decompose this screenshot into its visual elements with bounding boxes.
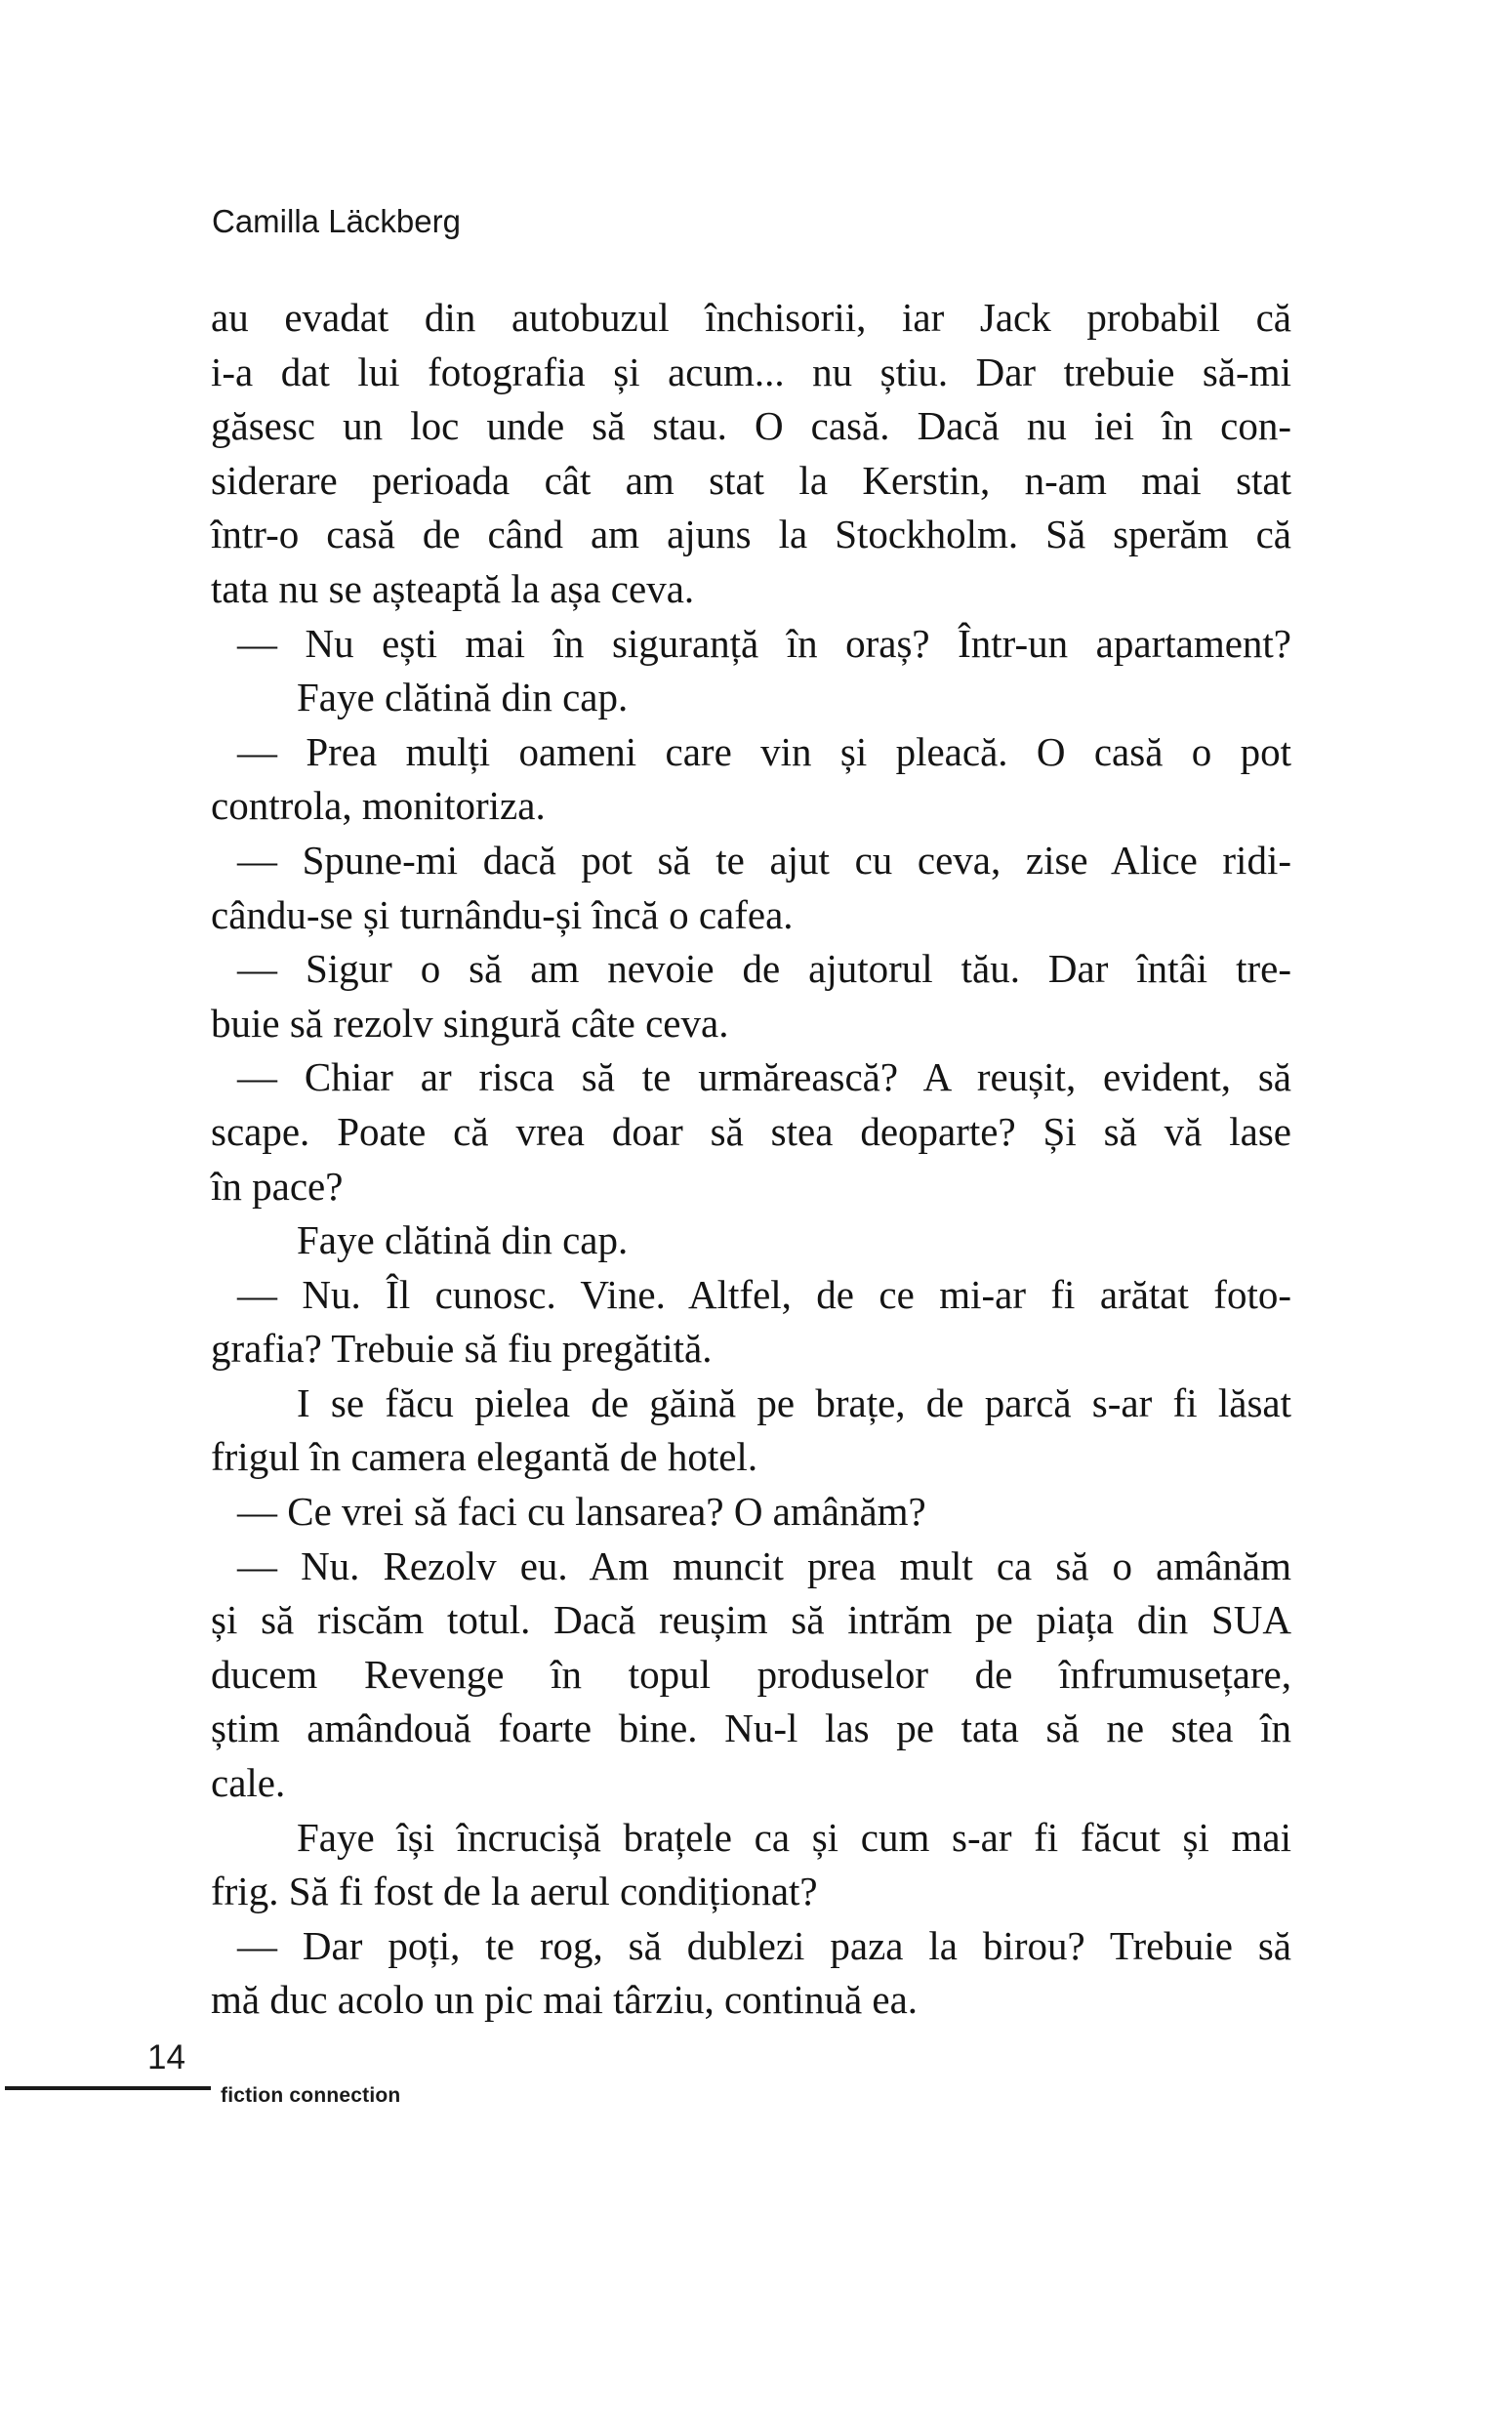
text-line: găsesc un loc unde să stau. O casă. Dacă nu iei în con- [211,403,1291,449]
text-line: știm amândouă foarte bine. Nu-l las pe tata să ne stea în [211,1706,1291,1751]
text-line: — Sigur o să am nevoie de ajutorul tău. Dar întâi tre- [237,946,1291,992]
text-line: — Dar poți, te rog, să dublezi paza la birou? Trebuie să [237,1922,1291,1968]
text-line: i-a dat lui fotografia și acum... nu știu. Dar trebuie să-mi [211,349,1291,394]
text-line: au evadat din autobuzul închisorii, iar Jack probabil că [211,295,1291,340]
text-line: scape. Poate că vrea doar să stea deoparte? Și să vă lase [211,1108,1291,1154]
text-line: — Ce vrei să faci cu lansarea? O amânăm? [237,1489,926,1535]
text-line: frig. Să fi fost de la aerul condiționat? [211,1869,818,1914]
text-line: controla, monitoriza. [211,783,546,829]
text-line: ducem Revenge în topul produselor de înfrumusețare, [211,1651,1291,1697]
footer-rule [5,2086,211,2090]
text-line: mă duc acolo un pic mai târziu, continuă ea. [211,1977,919,2023]
text-line: într-o casă de când am ajuns la Stockholm. Să sperăm că [211,512,1291,557]
text-line: — Nu. Îl cunosc. Vine. Altfel, de ce mi-ar fi arătat foto- [237,1271,1291,1317]
text-line: — Chiar ar risca să te urmărească? A reușit, evident, să [237,1054,1291,1100]
page-number: 14 [147,2038,185,2076]
text-line: tata nu se așteaptă la așa ceva. [211,565,695,611]
imprint-label: fiction connection [221,2084,401,2107]
text-line: — Nu ești mai în siguranță în oraș? Într-un apartament? [237,620,1291,666]
text-line: cându-se și turnându-și încă o cafea. [211,891,794,937]
text-line: buie să rezolv singură câte ceva. [211,1000,729,1046]
text-line: cale. [211,1760,286,1806]
text-line: Faye clătină din cap. [297,1217,629,1263]
text-line: — Spune-mi dacă pot să te ajut cu ceva, zise Alice ridi- [237,837,1291,883]
text-line: și să riscăm totul. Dacă reușim să intrăm pe piața din SUA [211,1597,1291,1643]
text-line: I se făcu pielea de găină pe brațe, de parcă s-ar fi lăsat [297,1379,1291,1425]
running-header-author: Camilla Läckberg [212,203,461,239]
text-line: în pace? [211,1163,344,1209]
text-line: — Prea mulți oameni care vin și pleacă. O casă o pot [237,728,1291,774]
text-line: — Nu. Rezolv eu. Am muncit prea mult ca să o amânăm [237,1542,1291,1588]
text-line: frigul în camera elegantă de hotel. [211,1434,758,1480]
text-line: Faye clătină din cap. [297,675,629,720]
body-text [211,291,1291,2028]
text-line: grafia? Trebuie să fiu pregătită. [211,1326,713,1372]
text-line: Faye își încrucișă brațele ca și cum s-ar fi făcut și mai [297,1814,1291,1860]
text-line: siderare perioada cât am stat la Kerstin, n-am mai stat [211,457,1291,503]
